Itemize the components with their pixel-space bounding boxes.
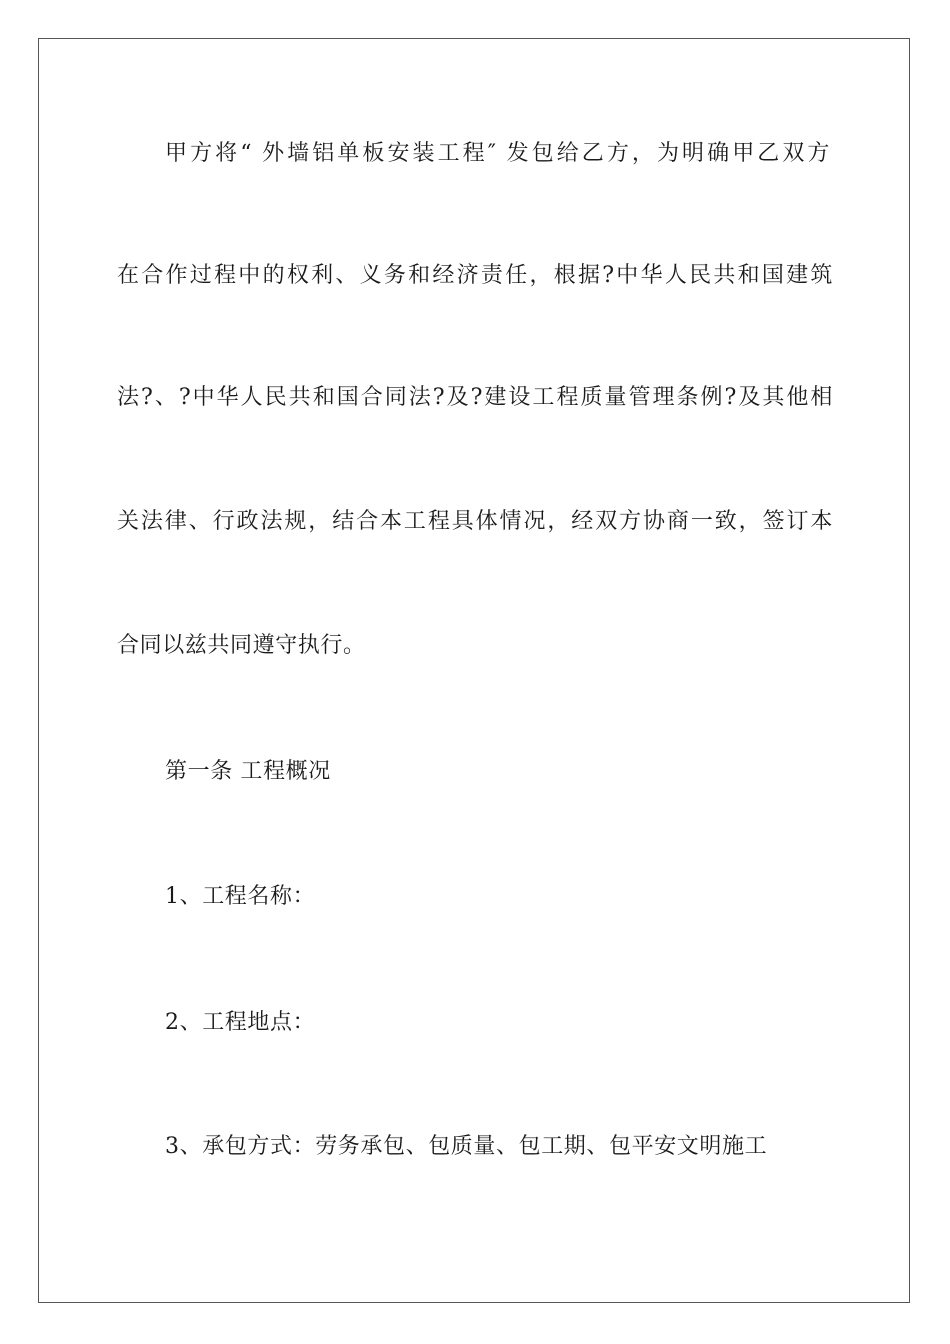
item-project-name: 1、工程名称： (165, 884, 316, 909)
paragraph-line-1: 甲方将“ 外墙铝单板安装工程″ 发包给乙方，为明确甲乙双方 (165, 141, 830, 166)
paragraph-line-3: 法?、?中华人民共和国合同法?及?建设工程质量管理条例?及其他相 (117, 385, 833, 410)
item-contract-method: 3、承包方式：劳务承包、包质量、包工期、包平安文明施工 (165, 1134, 768, 1159)
section-heading: 第一条 工程概况 (165, 759, 331, 784)
paragraph-line-5: 合同以兹共同遵守执行。 (117, 633, 366, 658)
paragraph-line-2: 在合作过程中的权利、义务和经济责任，根据?中华人民共和国建筑 (117, 263, 833, 288)
paragraph-line-4: 关法律、行政法规，结合本工程具体情况，经双方协商一致，签订本 (117, 509, 833, 534)
page-border (38, 38, 910, 1303)
item-project-location: 2、工程地点： (165, 1010, 316, 1035)
